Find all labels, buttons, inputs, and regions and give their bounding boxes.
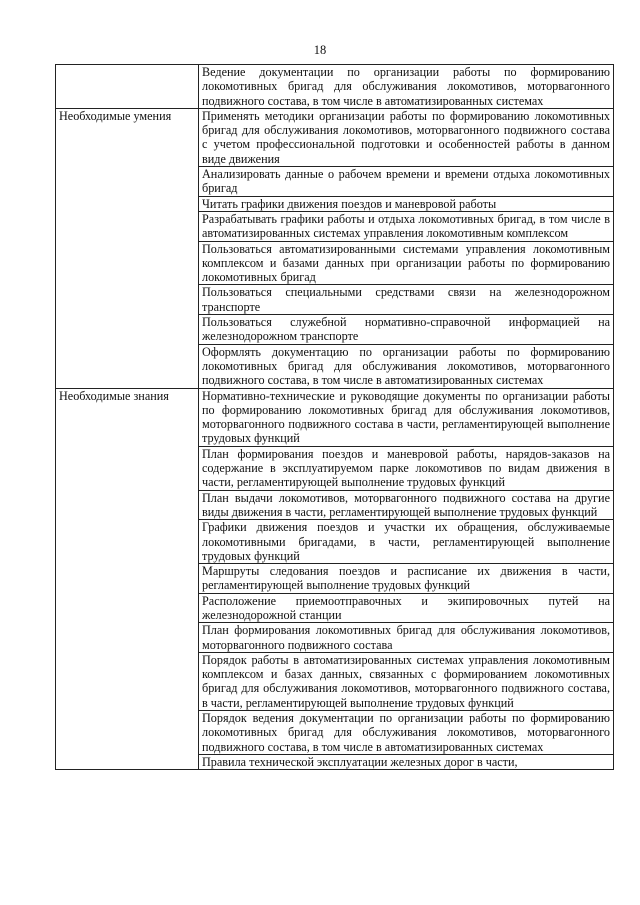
item-cell: Применять методики организации работы по формированию локомотивных бригад для обслуживания локомотивов, моторвагонного подвижного состава с учетом профессиональной подготовки и особенностей работы в данном виде движения — [199, 108, 614, 166]
item-cell: Пользоваться служебной нормативно-справочной информацией на железнодорожном транспорте — [199, 315, 614, 345]
item-cell: Ведение документации по организации работы по формированию локомотивных бригад для обслуживания локомотивов, моторвагонного подвижного состава, в том числе в автоматизированных системах — [199, 65, 614, 109]
item-cell: Пользоваться специальными средствами связи на железнодорожном транспорте — [199, 285, 614, 315]
item-cell: Графики движения поездов и участки их обращения, обслуживаемые локомотивными бригадами, в части, регламентирующей выполнение трудовых функций — [199, 520, 614, 564]
item-cell: Анализировать данные о рабочем времени и времени отдыха локомотивных бригад — [199, 167, 614, 197]
item-cell: Порядок ведения документации по организации работы по формированию локомотивных бригад для обслуживания локомотивов, моторвагонного подвижного состава, в том числе в автоматизированных системах — [199, 711, 614, 755]
table-row — [56, 108, 614, 166]
item-cell: План выдачи локомотивов, моторвагонного подвижного состава на другие виды движения в части, регламентирующей выполнение трудовых функций — [199, 490, 614, 520]
qualification-table — [55, 64, 614, 770]
item-cell: План формирования локомотивных бригад для обслуживания локомотивов, моторвагонного подвижного состава — [199, 623, 614, 653]
item-cell: Правила технической эксплуатации железных дорог в части, — [199, 754, 614, 769]
item-cell: Нормативно-технические и руководящие документы по организации работы по формированию локомотивных бригад для обслуживания локомотивов, моторвагонного подвижного состава в части, регламентирующей выполнение трудовых функций — [199, 388, 614, 446]
item-cell: Порядок работы в автоматизированных системах управления локомотивным комплексом и базах данных, связанных с формированием локомотивных бригад для обслуживания локомотивов, моторвагонного подвижного состава, в части, регламентирующей выполнение трудовых функций — [199, 652, 614, 710]
table-row — [56, 388, 614, 446]
item-cell: Расположение приемоотправочных и экипировочных путей на железнодорожной станции — [199, 593, 614, 623]
page-number: 18 — [313, 43, 327, 57]
item-cell: Пользоваться автоматизированными системами управления локомотивным комплексом и базами данных при организации работы по формированию локомотивных бригад — [199, 241, 614, 285]
category-cell — [56, 65, 199, 109]
item-cell: Маршруты следования поездов и расписание их движения в части, регламентирующей выполнение трудовых функций — [199, 564, 614, 594]
qualification-table-body — [56, 65, 614, 770]
category-cell: Необходимые умения — [56, 108, 199, 388]
item-cell: Оформлять документацию по организации работы по формированию локомотивных бригад для обслуживания локомотивов, моторвагонного подвижного состава, в том числе в автоматизированных системах — [199, 344, 614, 388]
table-row — [56, 65, 614, 109]
item-cell: Разрабатывать графики работы и отдыха локомотивных бригад, в том числе в автоматизированных системах управления локомотивным комплексом — [199, 211, 614, 241]
item-cell: Читать графики движения поездов и маневровой работы — [199, 196, 614, 211]
item-cell: План формирования поездов и маневровой работы, нарядов-заказов на содержание в эксплуатируемом парке локомотивов по видам движения в части, регламентирующей выполнение трудовых функций — [199, 446, 614, 490]
category-cell: Необходимые знания — [56, 388, 199, 770]
